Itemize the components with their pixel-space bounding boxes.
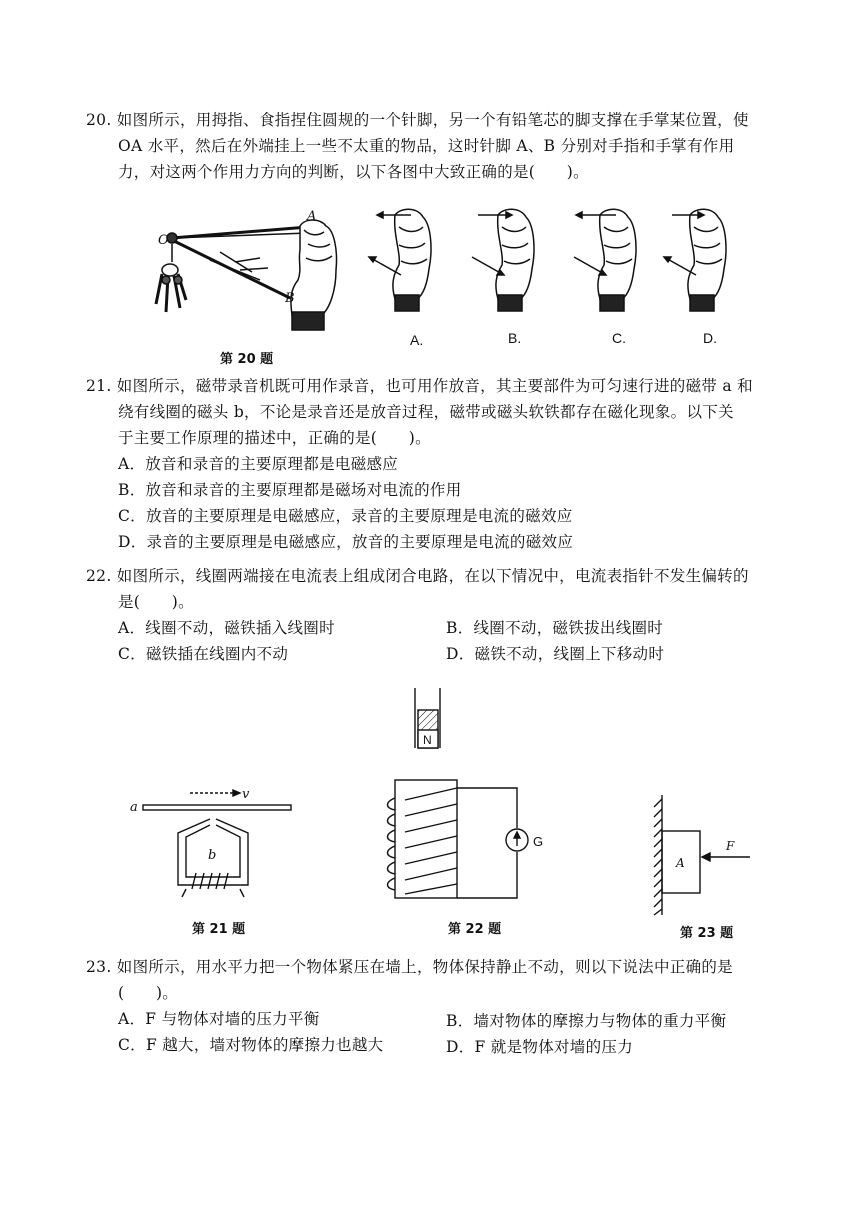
q20-option-a-label: A. [410,332,424,348]
q20-option-c-label: C. [612,330,626,346]
q20-label-a: A [307,209,317,224]
q22-line-2: 是( )。 [118,593,194,611]
q22-label-n: N [423,733,432,747]
q22-line-1: 22. 如图所示，线圈两端接在电流表上组成闭合电路，在以下情况中，电流表指针不发生偏转的 [86,567,749,585]
q23-figure [650,795,770,915]
q21-figure [128,785,298,895]
q23-option-d: D．F 就是物体对墙的压力 [446,1038,634,1056]
q21-label-v: v [242,787,250,802]
q21-line-1: 21. 如图所示，磁带录音机既可用作录音，也可用作放音，其主要部件为可匀速行进的磁带 a 和 [86,377,753,395]
q20-option-c-figure [570,205,650,315]
q23-label-a: A [676,856,685,870]
q21-line-2: 绕有线圈的磁头 b，不论是录音还是放音过程，磁带或磁头软铁都存在磁化现象。以下关 [118,403,734,421]
q21-caption: 第 21 题 [192,922,246,937]
q23-option-c: C．F 越大，墙对物体的摩擦力也越大 [118,1036,384,1054]
q21-label-a: a [130,800,138,815]
q21-label-b: b [208,848,217,863]
q22-option-a: A．线圈不动，磁铁插入线圈时 [118,619,335,637]
q20-caption: 第 20 题 [220,352,274,367]
q20-line-2: OA 水平，然后在外端挂上一些不太重的物品，这时针脚 A、B 分别对手指和手掌有作用 [118,137,735,155]
q21-option-c: C．放音的主要原理是电磁感应，录音的主要原理是电流的磁效应 [118,507,573,525]
q20-line-3: 力，对这两个作用力方向的判断，以下各图中大致正确的是( )。 [118,163,589,181]
q22-option-c: C．磁铁插在线圈内不动 [118,645,289,663]
tape-a [143,805,291,810]
q20-option-b-label: B. [508,330,522,346]
q20-label-o: O [158,233,169,248]
q23-option-a: A．F 与物体对墙的压力平衡 [118,1010,320,1028]
q20-option-d-figure [660,205,740,315]
q23-label-f: F [726,839,735,853]
q20-line-1: 20. 如图所示，用拇指、食指捏住圆规的一个针脚，另一个有铅笔芯的脚支撑在手掌某位置，使 [86,111,749,129]
q21-option-b: B．放音和录音的主要原理都是磁场对电流的作用 [118,481,462,499]
q20-option-d-label: D. [703,330,717,346]
q23-line-2: ( )。 [118,984,179,1002]
q23-caption: 第 23 题 [680,926,734,941]
q20-option-b-figure [468,205,548,315]
q22-label-g: G [533,834,544,849]
q21-line-3: 于主要工作原理的描述中，正确的是( )。 [118,429,431,447]
q20-option-a-figure [365,205,445,315]
q21-option-d: D．录音的主要原理是电磁感应，放音的主要原理是电流的磁效应 [118,533,574,551]
q22-option-b: B．线圈不动，磁铁拔出线圈时 [446,619,664,637]
q21-option-a: A．放音和录音的主要原理都是电磁感应 [118,455,399,473]
q23-option-b: B．墙对物体的摩擦力与物体的重力平衡 [446,1012,727,1030]
q23-line-1: 23. 如图所示，用水平力把一个物体紧压在墙上，物体保持静止不动，则以下说法中正确的是 [86,958,733,976]
q20-label-b: B [285,291,295,306]
q22-caption: 第 22 题 [448,922,502,937]
q22-figure [385,688,565,903]
q20-main-figure [140,200,350,335]
q22-option-d: D．磁铁不动，线圈上下移动时 [446,645,665,663]
